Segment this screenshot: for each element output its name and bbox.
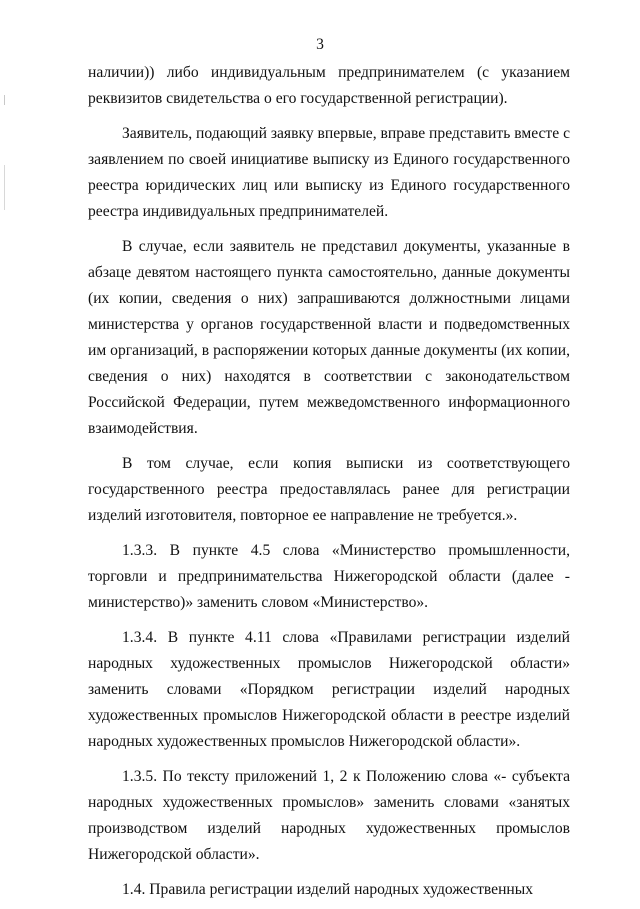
paragraph-interagency-request: В случае, если заявитель не представил документы, указанные в абзаце девятом настоящего пункта самостоятельно, данные документы (их копии, сведения о них) запрашиваются должностными лицами министерства у органов государственной власти и подведомственных им организаций, в распоряжении которых данные документы (их копии, сведения о них) находятся в соответствии с законодательством Российской Федерации, путем межведомственного информационного взаимодействия. [88, 238, 570, 437]
document-body [88, 60, 570, 909]
paragraph-item-1-3-4: 1.3.4. В пункте 4.11 слова «Правилами регистрации изделий народных художественных промыслов Нижегородской области» заменить словами «Порядком регистрации изделий народных художественных промыслов Нижегородской области в реестре изделий народных художественных промыслов Нижегородской области». [88, 629, 570, 750]
paragraph-item-1-3-5: 1.3.5. По тексту приложений 1, 2 к Положению слова «- субъекта народных художественных промыслов» заменить словами «занятых производством изделий народных художественных промыслов Нижегородской области». [88, 768, 570, 863]
paragraph-applicant-extract: Заявитель, подающий заявку впервые, вправе представить вместе с заявлением по своей инициативе выписку из Единого государственного реестра юридических лиц или выписку из Единого государственного реестра индивидуальных предпринимателей. [88, 125, 570, 220]
paragraph-item-1-3-3: 1.3.3. В пункте 4.5 слова «Министерство промышленности, торговли и предпринимательства Нижегородской области (далее - министерство)» заменить словом «Министерство». [88, 542, 570, 611]
paragraph-continuation: наличии)) либо индивидуальным предпринимателем (с указанием реквизитов свидетельства о его государственной регистрации). [88, 64, 570, 107]
scan-artifact [4, 95, 5, 105]
scan-artifact [4, 165, 5, 210]
paragraph-item-1-4: 1.4. Правила регистрации изделий народных художественных [122, 881, 534, 898]
page-number: 3 [316, 36, 324, 53]
paragraph-repeat-not-required: В том случае, если копия выписки из соответствующего государственного реестра предоставлялась ранее для регистрации изделий изготовителя, повторное ее направление не требуется.». [88, 455, 570, 524]
